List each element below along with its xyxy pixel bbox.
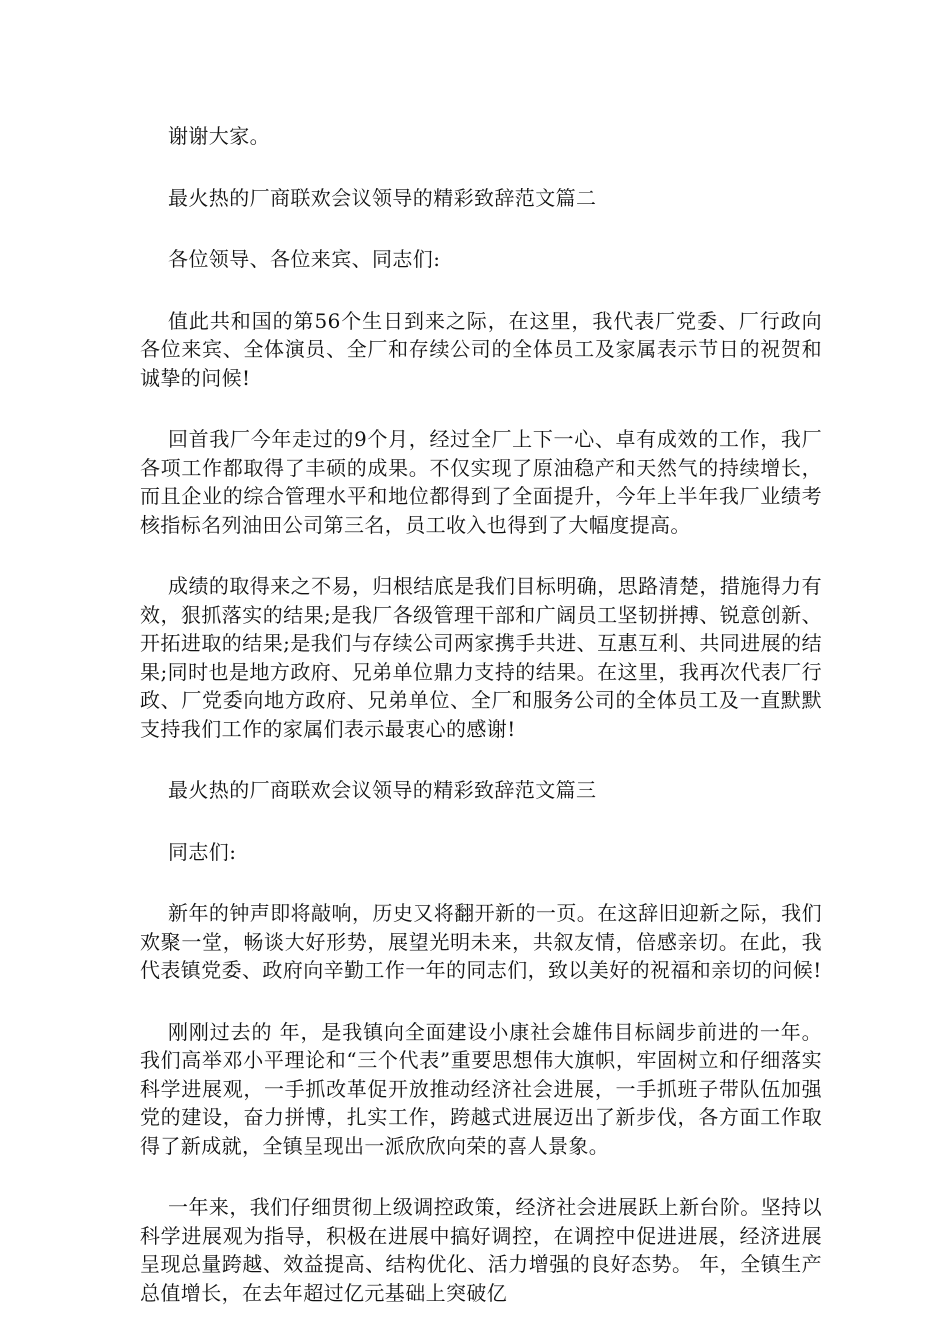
salutation-two: 各位领导、各位来宾、同志们: (168, 247, 441, 271)
closing-line: 谢谢大家。 (168, 124, 270, 148)
body-paragraph: 回首我厂今年走过的9个月，经过全厂上下一心、卓有成效的工作，我厂各项工作都取得了丰硕的成果。不仅实现了原油稳产和天然气的持续增长，而且企业的综合管理水平和地位都得到了全面提升，今年上半年我厂业绩考核指标名列油田公司第三名，员工收入也得到了大幅度提高。 (140, 427, 822, 537)
body-paragraph: 新年的钟声即将敲响，历史又将翻开新的一页。在这辞旧迎新之际，我们欢聚一堂，畅谈大好形势，展望光明未来，共叙友情，倍感亲切。在此，我代表镇党委、政府向辛勤工作一年的同志们，致以美好的祝福和亲切的问候! (140, 901, 822, 982)
body-paragraph: 刚刚过去的 年，是我镇向全面建设小康社会雄伟目标阔步前进的一年。我们高举邓小平理论和“三个代表”重要思想伟大旗帜，牢固树立和仔细落实科学进展观，一手抓改革促开放推动经济社会进展，一手抓班子带队伍加强党的建设，奋力拼博，扎实工作，跨越式进展迈出了新步伐，各方面工作取得了新成就，全镇呈现出一派欣欣向荣的喜人景象。 (140, 1019, 822, 1158)
section-heading-two: 最火热的厂商联欢会议领导的精彩致辞范文篇二 (168, 185, 597, 210)
body-paragraph: 成绩的取得来之不易，归根结底是我们目标明确，思路清楚，措施得力有效，狠抓落实的结果;是我厂各级管理干部和广阔员工坚韧拼搏、锐意创新、开拓进取的结果;是我们与存续公司两家携手共进、互惠互利、共同进展的结果;同时也是地方政府、兄弟单位鼎力支持的结果。在这里，我再次代表厂行政、厂党委向地方政府、兄弟单位、全厂和服务公司的全体员工及一直默默支持我们工作的家属们表示最衷心的感谢! (140, 574, 822, 741)
section-heading-three: 最火热的厂商联欢会议领导的精彩致辞范文篇三 (168, 778, 597, 802)
body-paragraph: 一年来，我们仔细贯彻上级调控政策，经济社会进展跃上新台阶。坚持以科学进展观为指导，积极在进展中搞好调控，在调控中促进进展，经济进展呈现总量跨越、效益提高、结构优化、活力增强的良好态势。 年，全镇生产总值增长，在去年超过亿元基础上突破亿 (140, 1195, 822, 1305)
body-paragraph: 值此共和国的第56个生日到来之际，在这里，我代表厂党委、厂行政向各位来宾、全体演员、全厂和存续公司的全体员工及家属表示节日的祝贺和诚挚的问候! (140, 308, 822, 390)
salutation-three: 同志们: (168, 839, 237, 864)
